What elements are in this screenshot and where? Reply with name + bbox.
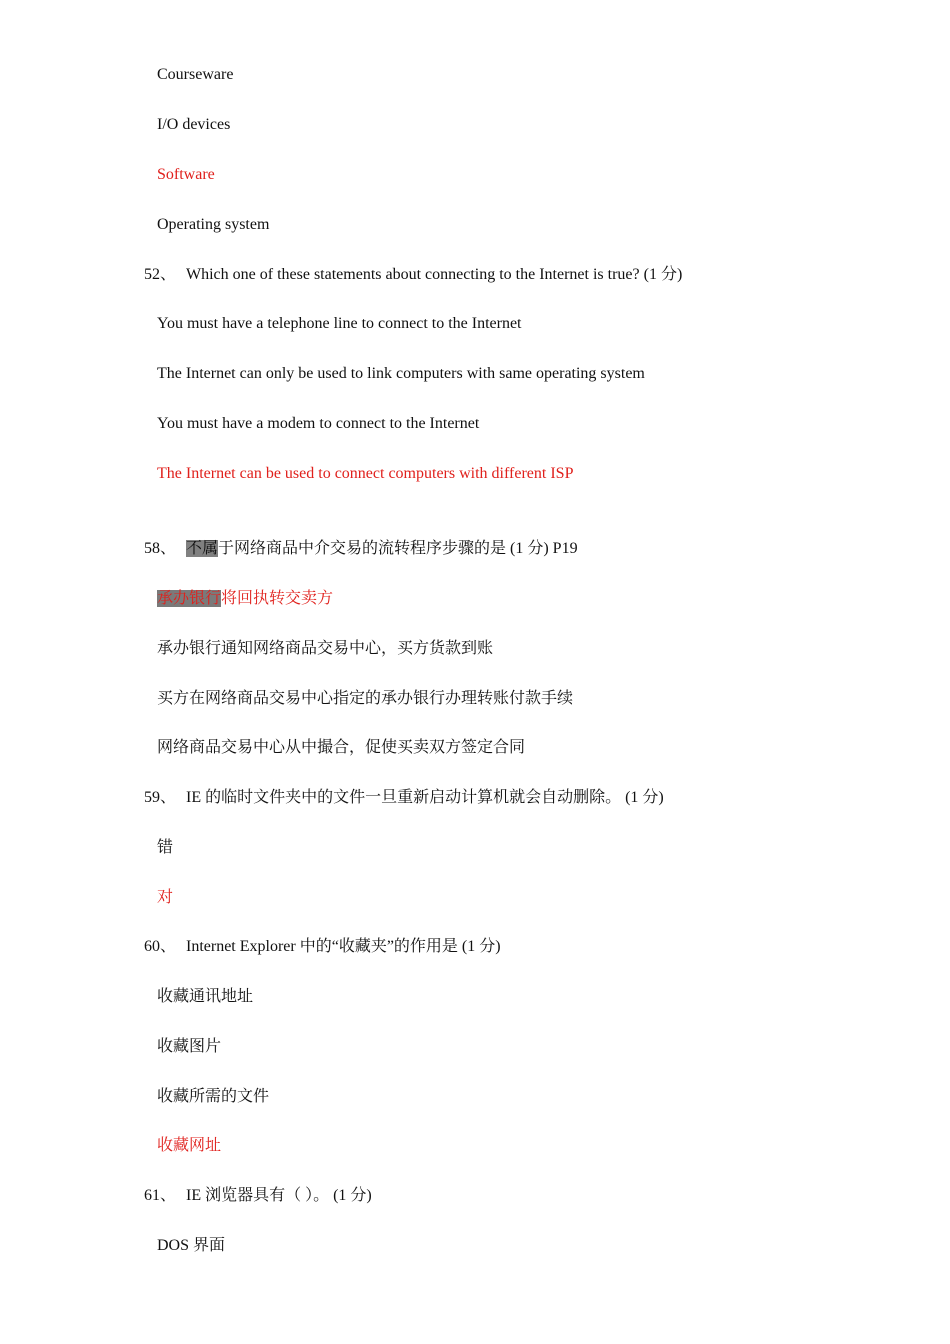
question-number: 59、 — [144, 789, 177, 806]
q59-option-2-correct: 对 — [157, 889, 174, 906]
q60-option-2: 收藏图片 — [157, 1038, 222, 1055]
option-software-correct: Software — [157, 166, 215, 183]
q60-option-4-correct: 收藏网址 — [157, 1137, 222, 1154]
q52-option-3: You must have a modem to connect to the Internet — [157, 415, 480, 432]
q59-option-1: 错 — [157, 839, 174, 856]
option-io-devices: I/O devices — [157, 116, 231, 133]
option-operating-system: Operating system — [157, 216, 270, 233]
question-number: 60、 — [144, 938, 177, 955]
question-text: IE 浏览器具有（ ）。 (1 分) — [186, 1187, 372, 1204]
q60-option-3: 收藏所需的文件 — [157, 1088, 270, 1105]
question-61 — [144, 1186, 372, 1206]
option-text: 将回执转交卖方 — [221, 590, 334, 607]
question-number: 52、 — [144, 266, 177, 283]
question-number: 61、 — [144, 1187, 177, 1204]
highlighted-text: 不属 — [186, 540, 219, 557]
q52-option-4-correct: The Internet can be used to connect computers with different ISP — [157, 465, 574, 482]
q58-option-4: 网络商品交易中心从中撮合，促使买卖双方签定合同 — [157, 739, 526, 756]
question-52 — [144, 265, 682, 285]
question-text: 于网络商品中介交易的流转程序步骤的是 (1 分) P19 — [218, 540, 578, 557]
question-text: IE 的临时文件夹中的文件一旦重新启动计算机就会自动删除。 (1 分) — [186, 789, 664, 806]
question-text: Internet Explorer 中的“收藏夹”的作用是 (1 分) — [186, 938, 501, 955]
question-60 — [144, 937, 501, 957]
q58-option-3: 买方在网络商品交易中心指定的承办银行办理转账付款手续 — [157, 690, 574, 707]
question-number: 58、 — [144, 540, 177, 557]
q58-option-2: 承办银行通知网络商品交易中心，买方货款到账 — [157, 640, 494, 657]
question-59 — [144, 788, 664, 808]
question-58 — [144, 539, 578, 559]
q52-option-1: You must have a telephone line to connect to the Internet — [157, 315, 522, 332]
q61-option-1: DOS 界面 — [157, 1237, 226, 1254]
q60-option-1: 收藏通讯地址 — [157, 988, 254, 1005]
highlighted-text: 承办银行 — [157, 590, 222, 607]
q58-option-1-correct — [157, 589, 333, 609]
question-text: Which one of these statements about connecting to the Internet is true? (1 分) — [186, 266, 683, 283]
option-courseware: Courseware — [157, 66, 234, 83]
q52-option-2: The Internet can only be used to link computers with same operating system — [157, 365, 645, 382]
